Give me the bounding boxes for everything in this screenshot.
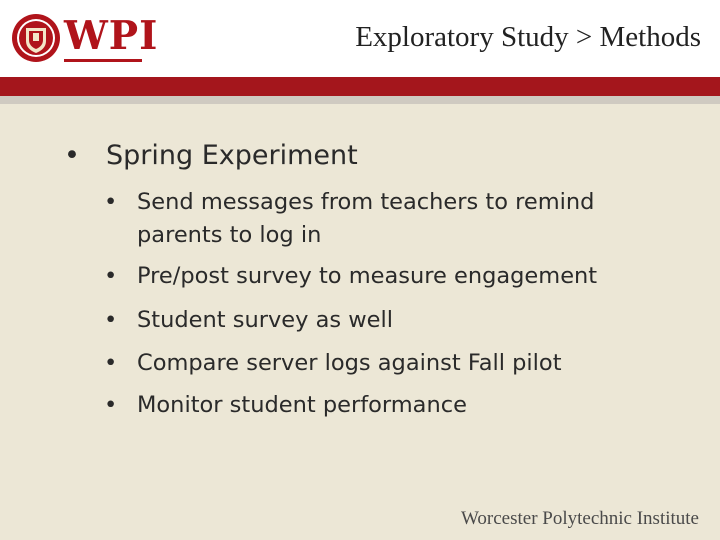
sub-bullet-item [104,186,664,252]
slide-header [0,0,720,77]
sub-bullet-item [104,389,664,422]
sub-bullet-dot: • [104,392,118,418]
sub-bullet-item [104,347,664,380]
footer-institution-name: Worcester Polytechnic Institute [460,508,699,529]
logo-underline [64,59,142,62]
bullet-text: Spring Experiment [106,140,358,171]
sub-bullet-text: Monitor student performance [137,392,467,418]
sub-bullet-item [104,260,664,293]
sub-bullet-text: Pre/post survey to measure engagement [137,263,598,289]
sub-bullet-text: Student survey as well [137,307,393,333]
bullet-item [64,140,358,172]
sub-bullet-item [104,304,664,337]
sub-bullet-text: Compare server logs against Fall pilot [137,350,562,376]
wpi-logo: WPI [64,13,159,59]
university-seal-icon [11,13,61,63]
sub-bullet-dot: • [104,350,118,376]
sub-bullet-dot: • [104,189,118,215]
sub-bullet-dot: • [104,307,118,333]
bullet-dot: • [64,140,80,171]
sub-bullet-text: Send messages from teachers to remind parents to log in [137,189,602,248]
header-red-bar [0,77,720,96]
slide-title: Exploratory Study > Methods [355,21,701,53]
slide-content [0,104,720,504]
sub-bullet-dot: • [104,263,118,289]
header-gray-band [0,96,720,104]
